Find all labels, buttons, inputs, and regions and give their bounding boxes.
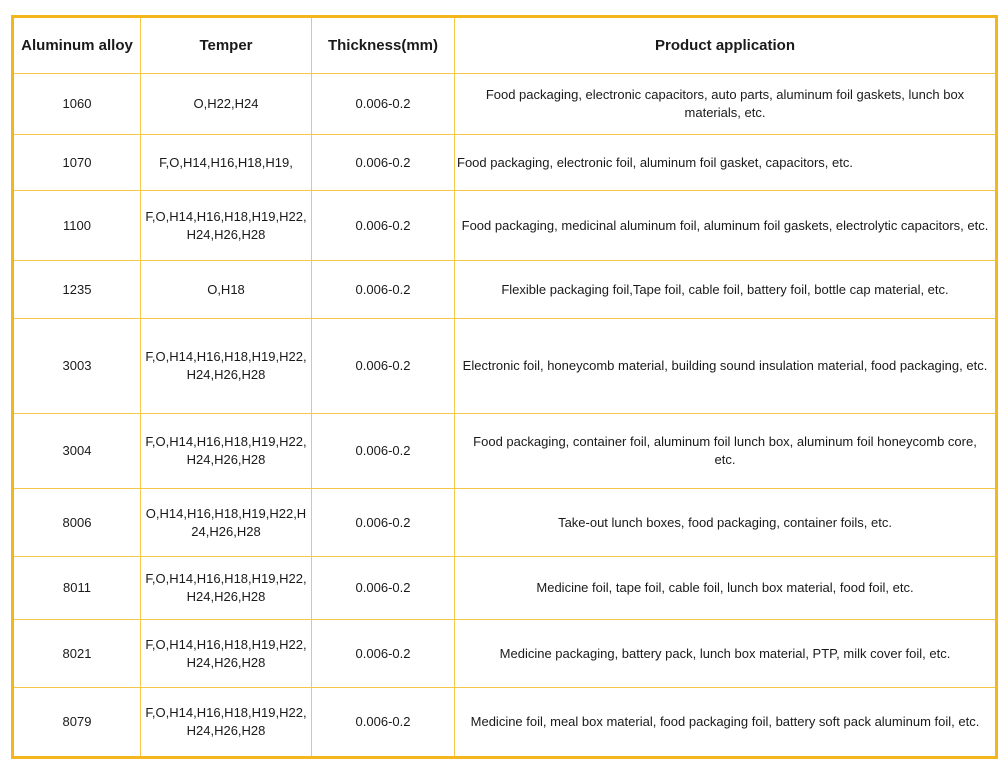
table-row [13, 319, 997, 414]
thickness-cell: 0.006-0.2 [312, 319, 455, 414]
alloy-cell: 1100 [13, 191, 141, 261]
alloy-cell: 8006 [13, 489, 141, 557]
header-temper: Temper [141, 17, 312, 74]
header-thickness: Thickness(mm) [312, 17, 455, 74]
header-row [13, 17, 997, 74]
application-cell: Medicine foil, meal box material, food packaging foil, battery soft pack aluminum foil, etc. [455, 688, 997, 758]
table-row [13, 414, 997, 489]
temper-cell: F,O,H14,H16,H18,H19, [141, 135, 312, 191]
thickness-cell: 0.006-0.2 [312, 135, 455, 191]
header-aluminum-alloy: Aluminum alloy [13, 17, 141, 74]
table-row [13, 261, 997, 319]
thickness-cell: 0.006-0.2 [312, 414, 455, 489]
application-cell: Medicine packaging, battery pack, lunch box material, PTP, milk cover foil, etc. [455, 620, 997, 688]
temper-cell: F,O,H14,H16,H18,H19,H22, H24,H26,H28 [141, 191, 312, 261]
alloy-cell: 3003 [13, 319, 141, 414]
table-row [13, 557, 997, 620]
alloy-cell: 1060 [13, 74, 141, 135]
alloy-cell: 1235 [13, 261, 141, 319]
thickness-cell: 0.006-0.2 [312, 688, 455, 758]
table-row [13, 191, 997, 261]
application-cell: Food packaging, electronic capacitors, auto parts, aluminum foil gaskets, lunch box materials, etc. [455, 74, 997, 135]
thickness-cell: 0.006-0.2 [312, 74, 455, 135]
temper-cell: F,O,H14,H16,H18,H19,H22, H24,H26,H28 [141, 319, 312, 414]
thickness-cell: 0.006-0.2 [312, 620, 455, 688]
application-cell: Flexible packaging foil,Tape foil, cable foil, battery foil, bottle cap material, etc. [455, 261, 997, 319]
temper-cell: F,O,H14,H16,H18,H19,H22, H24,H26,H28 [141, 620, 312, 688]
table-row [13, 135, 997, 191]
table-row [13, 489, 997, 557]
thickness-cell: 0.006-0.2 [312, 261, 455, 319]
alloy-cell: 3004 [13, 414, 141, 489]
thickness-cell: 0.006-0.2 [312, 191, 455, 261]
application-cell: Electronic foil, honeycomb material, building sound insulation material, food packaging, etc. [455, 319, 997, 414]
temper-cell: F,O,H14,H16,H18,H19,H22, H24,H26,H28 [141, 414, 312, 489]
application-cell: Food packaging, medicinal aluminum foil, aluminum foil gaskets, electrolytic capacitors, etc. [455, 191, 997, 261]
table-row [13, 688, 997, 758]
alloy-cell: 1070 [13, 135, 141, 191]
alloy-spec-table [11, 15, 998, 759]
thickness-cell: 0.006-0.2 [312, 557, 455, 620]
table-row [13, 74, 997, 135]
temper-cell: F,O,H14,H16,H18,H19,H22, H24,H26,H28 [141, 688, 312, 758]
header-product-application: Product application [455, 17, 997, 74]
temper-cell: O,H22,H24 [141, 74, 312, 135]
alloy-cell: 8021 [13, 620, 141, 688]
application-cell: Food packaging, electronic foil, aluminum foil gasket, capacitors, etc. [455, 135, 997, 191]
application-cell: Medicine foil, tape foil, cable foil, lunch box material, food foil, etc. [455, 557, 997, 620]
application-cell: Food packaging, container foil, aluminum foil lunch box, aluminum foil honeycomb core, etc. [455, 414, 997, 489]
temper-cell: F,O,H14,H16,H18,H19,H22, H24,H26,H28 [141, 557, 312, 620]
alloy-cell: 8011 [13, 557, 141, 620]
table-row [13, 620, 997, 688]
alloy-cell: 8079 [13, 688, 141, 758]
thickness-cell: 0.006-0.2 [312, 489, 455, 557]
temper-cell: O,H14,H16,H18,H19,H22,H 24,H26,H28 [141, 489, 312, 557]
temper-cell: O,H18 [141, 261, 312, 319]
application-cell: Take-out lunch boxes, food packaging, container foils, etc. [455, 489, 997, 557]
